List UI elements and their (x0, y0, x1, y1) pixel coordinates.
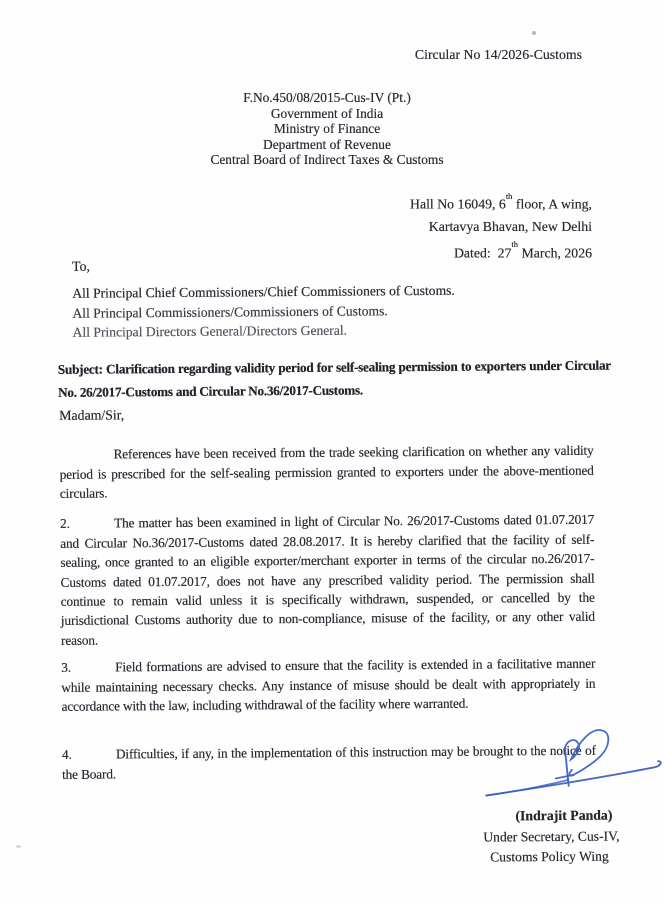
scan-speck (16, 845, 21, 848)
paragraph-1: References have been received from the trade seeking clarification on whether any validity period is prescribed for the self-sealing permission granted to exporters under the above-mentioned circulars. (59, 442, 594, 501)
paragraph-number: 4. (61, 747, 72, 763)
to-label: To, (72, 258, 90, 274)
org-line-board: Central Board of Indirect Taxes & Customs (210, 152, 444, 168)
addressee-line: All Principal Chief Commissioners/Chief Commissioners of Customs. (72, 282, 455, 301)
signatory-wing: Customs Policy Wing (490, 848, 609, 865)
scan-edge-artifact (652, 32, 665, 80)
circular-number: Circular No 14/2026-Customs (414, 47, 582, 62)
org-line-government: Government of India (270, 105, 384, 121)
ordinal-superscript: th (511, 239, 519, 250)
paragraph-text: Difficulties, if any, in the implementation of this instruction may be brought to the notice of the Board. (62, 742, 596, 782)
letterhead-block (0, 90, 665, 168)
addressee-list (72, 279, 645, 342)
paragraph-text: Field formations are advised to ensure that the facility is extended in a facilitative manner while maintaining necessary checks. Any instance of misuse should be dealt with appropriately in accordance with the law, including withdrawal of the facility where warranted. (61, 655, 596, 714)
address-line-1: Hall No 16049, 6th floor, A wing, (410, 190, 592, 212)
signatory-name: (Indrajit Panda) (515, 807, 613, 824)
salutation: Madam/Sir, (59, 407, 125, 423)
paragraph-3 (61, 654, 595, 716)
paragraph-number: 3. (61, 660, 72, 676)
org-line-department: Department of Revenue (263, 136, 391, 152)
address-line-2: Kartavya Bhavan, New Delhi (428, 218, 592, 234)
paragraph-2 (60, 510, 595, 650)
letter-body (0, 251, 665, 905)
ordinal-superscript: th (505, 190, 513, 201)
subject-line: Subject: Clarification regarding validity period for self-sealing permission to exporters under Circular No. 26/2017-Customs and Circular No.36/2017-Customs. (57, 357, 611, 400)
org-line-ministry: Ministry of Finance (273, 121, 381, 137)
scan-speck (532, 31, 536, 35)
addressee-line: All Principal Commissioners/Commissioners of Customs. (72, 302, 388, 321)
addressee-line: All Principal Directors General/Directors General. (72, 322, 348, 340)
signature-ink (472, 717, 665, 807)
date-line: Dated: 27th March, 2026 (453, 239, 592, 261)
signatory-designation: Under Secretary, Cus-IV, (483, 828, 620, 845)
paragraph-text: The matter has been examined in light of Circular No. 26/2017-Customs dated 01.07.2017 and Circular No.36/2017-Customs dated 28.08.2017. It is hereby clarified that the facility of self-sealing, once granted to an eligible exporter/merchant exporter in terms of the circular no.26/2017-Customs dated 01.07.2017, does not have any prescribed validity period. The permission shall continue to remain valid unless it is specifically withdrawn, suspended, or cancelled by the jurisdictional Customs authority due to non-compliance, misuse of the facility, or any other valid reason. (60, 511, 595, 648)
file-number: F.No.450/08/2015-Cus-IV (Pt.) (243, 90, 411, 105)
paragraph-number: 2. (60, 516, 71, 532)
